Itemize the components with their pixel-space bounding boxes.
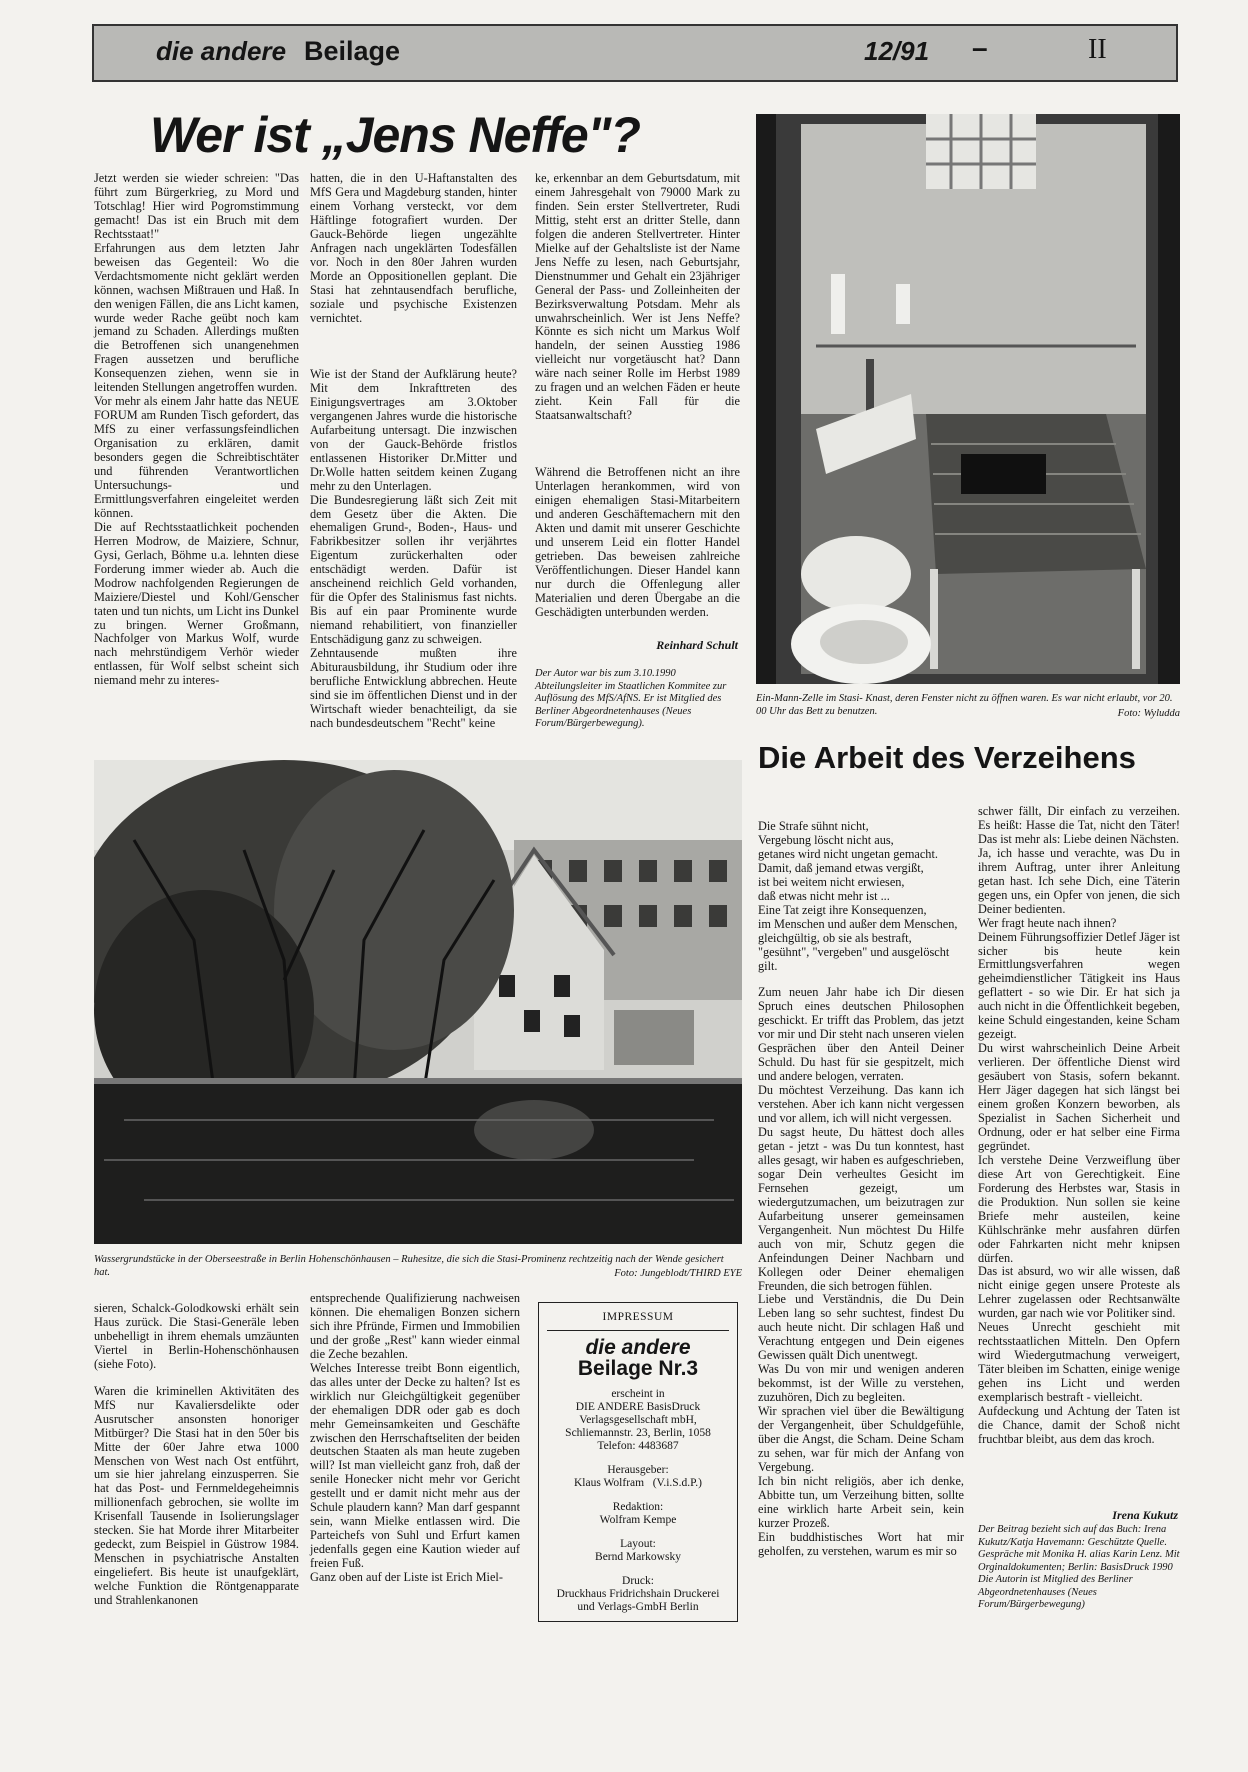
article-column-5-paragraph: Ganz oben auf der Liste ist Erich Miel-	[310, 1570, 503, 1585]
article2-column-1-paragraph: Ein buddhistisches Wort hat mir geholfen, zu verstehen, warum es mir so	[758, 1529, 964, 1558]
article-column-3a	[535, 172, 740, 423]
article2-column-2-paragraph: Du wirst wahrscheinlich Deine Arbeit verlieren. Der öffentliche Dienst wird gesäubert von Stasis, sofern bekannt. Herr Jäger dagegen hat sich längst bei einem großen Konzern beworben, als Spezialist in Sachen Sicherheit und Ordnung, oder er hat selber eine Firma gegründet.	[978, 1041, 1180, 1153]
article-column-1-paragraph: Vor mehr als einem Jahr hatte das NEUE FORUM am Runden Tisch gefordert, das MfS zu einer verfassungsfeindlichen Organisation zu erklären, damit besonders gegen die Schreibtischtäter und führenden Verantwortlichen Untersuchungs- und Ermittlungsverfahren eingeleitet werden können.	[94, 394, 299, 520]
issue-number: 12/91	[864, 36, 930, 66]
article-author: Reinhard Schult	[656, 638, 738, 652]
article-column-5-paragraph: Welches Interesse treibt Bonn eigentlich, das alles unter der Decke zu halten? Ist es wirklich nur Gleichgültigkeit gegenüber der ehemaligen DDR oder gab es doch mehr Gemeinsamkeiten und Geschäfte zwischen den Herrschaftseliten der beiden deutschen Staaten als man heute zugeben will? Ist man vielleicht ganz froh, daß der senile Honecker nicht mehr vor Gericht gestellt und er damit nicht mehr aus der Schule plaudern kann? Man darf gespannt sein, wann Mielke entlassen wird. Die Parteichefs von Suhl und Erfurt kamen jedenfalls gegen eine Kaution wieder auf freien Fuß.	[310, 1360, 520, 1571]
article2-column-1-paragraph: Zum neuen Jahr habe ich Dir diesen Spruch eines deutschen Philosophen geschickt. Er trifft das Problem, das jetzt vor mir und Dir steht nach unseren vielen Gesprächen über den Anteil Deiner Schuld. Du hast für sie gespitzelt, mich und andere belogen, verraten.	[758, 985, 964, 1084]
impressum-druck2: und Verlags-GmbH Berlin	[577, 1601, 699, 1613]
article-title-2: Die Arbeit des Verzeihens	[758, 740, 1136, 775]
impressum-divider	[547, 1330, 729, 1331]
article-column-2b-paragraph: Zehntausende mußten ihre Abiturausbildung, ihr Studium oder ihre berufliche Entwicklung abbrechen. Heute sind sie im öffentlichen Dienst und in der Wirtschaft wieder benachteiligt, da sie nach bundesdeutschem "Recht" keine	[310, 646, 517, 730]
lake-houses-photo	[94, 760, 742, 1244]
impressum-redaktion: Wolfram Kempe	[599, 1514, 677, 1526]
article2-column-1-paragraph: Ich bin nicht religiös, aber ich denke, Abbitte tun, um Verzeihung bitten, sollte eine wirklich harte Arbeit sein, kein kurzer Prozeß.	[758, 1473, 964, 1530]
photo-caption: Ein-Mann-Zelle im Stasi- Knast, deren Fenster nicht zu öffnen waren. Es war nicht erlaubt, vor 20. 00 Uhr das Bett zu benutzen.	[756, 693, 1173, 717]
article-column-2b-paragraph: Wie ist der Stand der Aufklärung heute? Mit dem Inkrafttreten des Einigungsvertrages am 3.Oktober vergangenen Jahres wurde die historische Aufarbeitung untersagt. Die inzwischen von der Gauck-Behörde fristlos entlassenen Historiker Dr.Mitter und Dr.Wolle hatten seitdem keinen Zugang mehr zu den Unterlagen.	[310, 367, 517, 493]
article-column-5	[310, 1292, 520, 1585]
article-column-3b	[535, 466, 740, 619]
impressum-publisher-intro: erscheint in	[611, 1388, 665, 1400]
article2-author-note-2: Die Autorin ist Mitglied des Berliner Abgeordnetenhauses (Neues Forum/Bürgerbewegung)	[978, 1574, 1133, 1610]
article-column-4-paragraph: sieren, Schalck-Golodkowski erhält sein Haus zurück. Die Stasi-Generäle leben unbehelligt in ihrem ehemals umzäunten Viertel in Berlin-Hohenschönhausen (siehe Foto).	[94, 1301, 299, 1371]
article-column-2b	[310, 368, 517, 731]
impressum-name-line2: Beilage Nr.3	[577, 1357, 699, 1380]
page-number: II	[1088, 34, 1107, 65]
impressum-redaktion-label: Redaktion:	[612, 1501, 664, 1513]
impressum-layout: Bernd Markowsky	[595, 1551, 681, 1563]
article2-column-1-paragraph: Liebe und Verständnis, die Du Dein Leben lang so sehr suchtest, findest Du auch heute nicht. Dir schlagen Haß und Verachtung entgegen und Dein eigenes Gewissen quält Dich unentwegt.	[758, 1292, 964, 1363]
publication-name: die andere	[156, 36, 287, 66]
impressum-box	[538, 1302, 738, 1622]
article2-column-2-paragraph: Wer fragt heute nach ihnen?	[978, 915, 1117, 930]
article-column-4	[94, 1302, 299, 1608]
impressum-druck-label: Druck:	[622, 1575, 654, 1587]
article2-author-note-1: Der Beitrag bezieht sich auf das Buch: Irena Kukutz/Katja Havemann: Geschützte Quelle. Gespräche mit Monika H. alias Karin Lenz. Mit Orginaldokumenten; Berlin: BasisDruck 1990	[978, 1524, 1180, 1573]
article2-column-2-paragraph: Neues Unrecht geschieht mit rechtsstaatlichen Mitteln. Den Opfern wird Wiedergutmachung verweigert, Täter bleiben im Schatten, einige wenige gehen ins Licht und werden exemplarisch bestraft - vielleicht.	[978, 1320, 1180, 1405]
article-column-1-paragraph: Die auf Rechtsstaatlichkeit pochenden Herren Modrow, de Maiziere, Schnur, Gysi, Gerlach, Böhme u.a. lehnten diese Forderung immer wieder ab. Auch die Modrow nachfolgenden Regierungen de Maiziere/Diestel und Kohl/Genscher taten und tun nichts, um Licht ins Dunkel zu bringen. Werner Großmann, Nachfolger von Markus Wolf, wurde nach mehrstündigem Verhör wieder entlassen, für Wolf selbst scheint sich niemand mehr zu interes-	[94, 519, 299, 688]
article2-column-2-paragraph: Aufdeckung und Achtung der Taten ist die Chance, damit der Schoß nicht fruchtbar bleibt, aus dem das kroch.	[978, 1403, 1180, 1446]
article-column-3b-paragraph: Während die Betroffenen nicht an ihre Unterlagen herankommen, wird von einigen ehemaligen Stasi-Mitarbeitern und anderen Geschäftemachern mit den Akten und damit mit unserer Geschichte und unserem Leid ein flotter Handel getrieben. Das beweisen zahlreiche Veröffentlichungen. Dieser Handel kann nur durch die Offenlegung aller Materialien und deren Übergabe an die Geschädigten unterbunden werden.	[535, 465, 740, 619]
article-column-4-paragraph: Waren die kriminellen Aktivitäten des MfS nur Kavaliersdelikte oder Ausrutscher ansonsten honoriger Mitbürger? Die Stasi hat in den 50er bis Mitte der 60er Jahre etwa 1000 Menschen von West nach Ost entführt, um sie hier jahrelang einzusperren. Sie hat das Post- und Fernmeldegeheimnis millionenfach gebrochen, sie wollte im Krisenfall Tausende in Isolierungslager stecken. Sie hat Morde ihrer Mitarbeiter gedeckt, zum Beispiel in Güstrow 1984. Menschen in psychiatrische Anstalten eingeliefert. Bis heute ist unaufgeklärt, welche Funktion die Röntgenapparate und Strahlenkanonen	[94, 1383, 299, 1608]
article-title: Wer ist „Jens Neffe"?	[150, 107, 640, 163]
photo-credit-2: Foto: Jungeblodt/THIRD EYE	[614, 1268, 742, 1279]
article2-column-2-paragraph: Deinem Führungsoffizier Detlef Jäger ist sicher bis heute kein Ermittlungsverfahren wegen geheimdienstlicher Tätigkeit ins Haus geflattert - so wie Dir. Er hat sich ja auch nicht in die Öffentlichkeit begeben, keine Schuld eingestanden, keine Scham gezeigt.	[978, 929, 1180, 1042]
article-column-2b-paragraph: Die Bundesregierung läßt sich Zeit mit dem Gesetz über die Akten. Die ehemaligen Grund-, Boden-, Haus- und Fabrikbesitzer sollen ihr verjährtes Eigentum zurückerhalten oder entschädigt werden. Dafür ist anscheinend reichlich Geld vorhanden, für die Opfer des Stalinismus fast nichts. Bis auf ein paar Prominente wurde niemand rehabilitiert, von finanzieller Entschädigung ganz zu schweigen.	[310, 492, 517, 647]
article2-column-2-paragraph: Das ist absurd, wo wir alle wissen, daß nicht einige gegen unsere Proteste als Lehrer zugelassen oder Rechtsanwälte wurden, gar nach wie vor Politiker sind.	[978, 1264, 1180, 1321]
cell-photo-image	[756, 114, 1180, 684]
article2-column-1-paragraph: Die Strafe sühnt nicht, Vergebung löscht nicht aus, getanes wird nicht ungetan gemacht. Damit, daß jemand etwas vergißt, ist bei weitem nicht erwiesen, daß etwas nicht mehr ist ... Eine Tat zeigt ihre Konsequenzen, im Menschen und außer dem Menschen, gleichgültig, ob sie als bestraft, "gesühnt", "vergeben" und ausgelöscht gilt.	[758, 819, 958, 973]
article2-column-1-paragraph: Du möchtest Verzeihung. Das kann ich verstehen. Aber ich kann nicht vergessen und vor allem, ich will nicht vergessen.	[758, 1083, 964, 1126]
article-column-1-paragraph: Jetzt werden sie wieder schreien: "Das führt zum Bürgerkrieg, zu Mord und Totschlag! Hier wird Pogromstimmung gemacht! Das ist ein Bruch mit dem Rechtsstaat!"	[94, 171, 299, 241]
article-column-2a	[310, 172, 517, 325]
impressum-editor: Klaus Wolfram (V.i.S.d.P.)	[573, 1477, 703, 1489]
page-header	[92, 24, 1178, 82]
impressum-phone: Telefon: 4483687	[597, 1440, 679, 1452]
article-column-1-paragraph: Erfahrungen aus dem letzten Jahr beweisen das Gegenteil: Wo die Verdachtsmomente nicht geklärt werden können, wachsen Mißtrauen und Haß. In den wenigen Fällen, die ans Licht kamen, wurde weder Rache geübt noch kam jemand zu Schaden. Allerdings mußten die Betroffenen sich unangenehmen Fragen aussetzen und berufliche Konsequenzen ziehen, wenn sie in leitenden Stellungen angetroffen wurden.	[94, 240, 299, 395]
header-dash: –	[972, 32, 988, 63]
impressum-layout-label: Layout:	[620, 1538, 656, 1550]
article-column-3a-paragraph: ke, erkennbar an dem Geburtsdatum, mit einem Jahresgehalt von 79000 Mark zu finden. Sein erster Stellvertreter, Rudi Mittig, steht erst an dritter Stelle, dann folgen die anderen Stellvertreter. Hinter Mielke auf der Gehaltsliste ist der Name Jens Neffe zu lesen, nach Geburtsjahr, Dienstnummer und Gehalt ein 23jähriger General der Pass- und Zolleinheiten der Bezirksverwaltung Potsdam. Mehr als unwahrscheinlich. Wer ist Jens Neffe? Könnte es sich nicht um Markus Wolf handeln, der seinen Ausstieg 1986 vielleicht nur vorgetäuscht hat? Dann wäre nach seiner Rolle im Herbst 1989 zu fragen und an welchen Fäden er heute zieht. Kein Fall für die Staatsanwaltschaft?	[535, 171, 740, 423]
impressum-address: Schliemannstr. 23, Berlin, 1058	[565, 1427, 711, 1439]
article2-column-2-paragraph: schwer fällt, Dir einfach zu verzeihen. Es heißt: Hasse die Tat, nicht den Täter! Das ist mehr als: Liebe deinen Nächsten.	[978, 804, 1180, 846]
article2-author-note	[978, 1524, 1180, 1612]
article2-column-2-paragraph: Ich verstehe Deine Verzweiflung über diese Art von Gerechtigkeit. Eine Forderung des Herbstes war, Stasis in die Produktion. Nun sollen sie keine Briefe mehr austeilen, keine Kühlschränke mehr ausfahren dürfen oder Fahrkarten nicht mehr knipsen dürfen.	[978, 1152, 1180, 1265]
impressum-heading: IMPRESSUM	[602, 1311, 674, 1323]
article-column-1	[94, 172, 299, 688]
article2-column-1-paragraph: Du sagst heute, Du hättest doch alles getan - jetzt - was Du tun konntest, hast alles gesagt, wir haben es aufgeschrieben, sogar Dein verheultes Gesicht im Fernsehen gezeigt, um wiedergutzumachen, um beizutragen zur Aufarbeitung unserer gemeinsamen Vergangenheit. Nun möchtest Du Hilfe auch von mir, Schutz gegen die Anfeindungen Deiner Nachbarn und Kollegen oder Deiner ehemaligen Freunden, die sich betrogen fühlen.	[758, 1125, 964, 1293]
article2-column-1	[758, 820, 964, 1559]
section-name: Beilage	[304, 36, 401, 66]
impressum-publisher2: Verlagsgesellschaft mbH,	[579, 1414, 697, 1426]
article2-column-2-paragraph: Ja, ich hasse und verachte, was Du in ihrem Auftrag, unter ihrer Anleitung getan hast. Ich sehe Dich, eine Täterin gegen uns, ein Opfer von jenen, die sich Deiner bedienten.	[978, 845, 1180, 916]
cell-photo	[756, 114, 1180, 684]
photo-caption-2: Wassergrundstücke in der Oberseestraße in Berlin Hohenschönhausen – Ruhesitze, die sich die Stasi-Prominenz rechtzeitig nach der Wende gesichert hat.	[94, 1254, 724, 1278]
impressum-name-line1: die andere	[585, 1336, 691, 1359]
article-column-2a-paragraph: hatten, die in den U-Haftanstalten des MfS Gera und Magdeburg standen, hinter einem Vorhang versteckt, vor dem Häftlinge fotografiert wurden. Der Gauck-Behörde liegen ungezählte Anfragen nach ungeklärten Todesfällen vor. Noch in den 80er Jahren wurden Morde an Oppositionellen geplant. Die Stasi hat zehntausendfach berufliche, soziale und psychische Existenzen vernichtet.	[310, 171, 517, 325]
lake-houses-image	[94, 760, 742, 1244]
article2-column-2	[978, 805, 1180, 1447]
impressum-druck1: Druckhaus Fridrichshain Druckerei	[556, 1588, 720, 1600]
photo-credit: Foto: Wyludda	[1117, 708, 1180, 719]
article2-author: Irena Kukutz	[1112, 1508, 1178, 1522]
impressum-publisher1: DIE ANDERE BasisDruck	[575, 1401, 701, 1413]
article2-column-1-paragraph: Wir sprachen viel über die Bewältigung der Vergangenheit, über Schuldgefühle, über die Angst, die Scham. Deine Scham zu sehen, war für mich der Anfang von Vergebung.	[758, 1404, 964, 1474]
article2-column-1-paragraph: Was Du von mir und wenigen anderen bekommst, ist der Wille zu verstehen, zuzuhören, Dich zu begleiten.	[758, 1362, 964, 1405]
author-note: Der Autor war bis zum 3.10.1990 Abteilungsleiter im Staatlichen Kommitee zur Auflösung des MfS/AfNS. Er ist Mitglied des Berliner Abgeordnetenhauses (Neues Forum/Bürgerbewegung).	[535, 668, 727, 729]
article-column-5-paragraph: entsprechende Qualifizierung nachweisen können. Die ehemaligen Bonzen sichern sich ihre Pfründe, Firmen und Immobilien und der große „Rest" kann wieder einmal die Zeche bezahlen.	[310, 1291, 520, 1361]
impressum-editor-label: Herausgeber:	[607, 1464, 669, 1476]
